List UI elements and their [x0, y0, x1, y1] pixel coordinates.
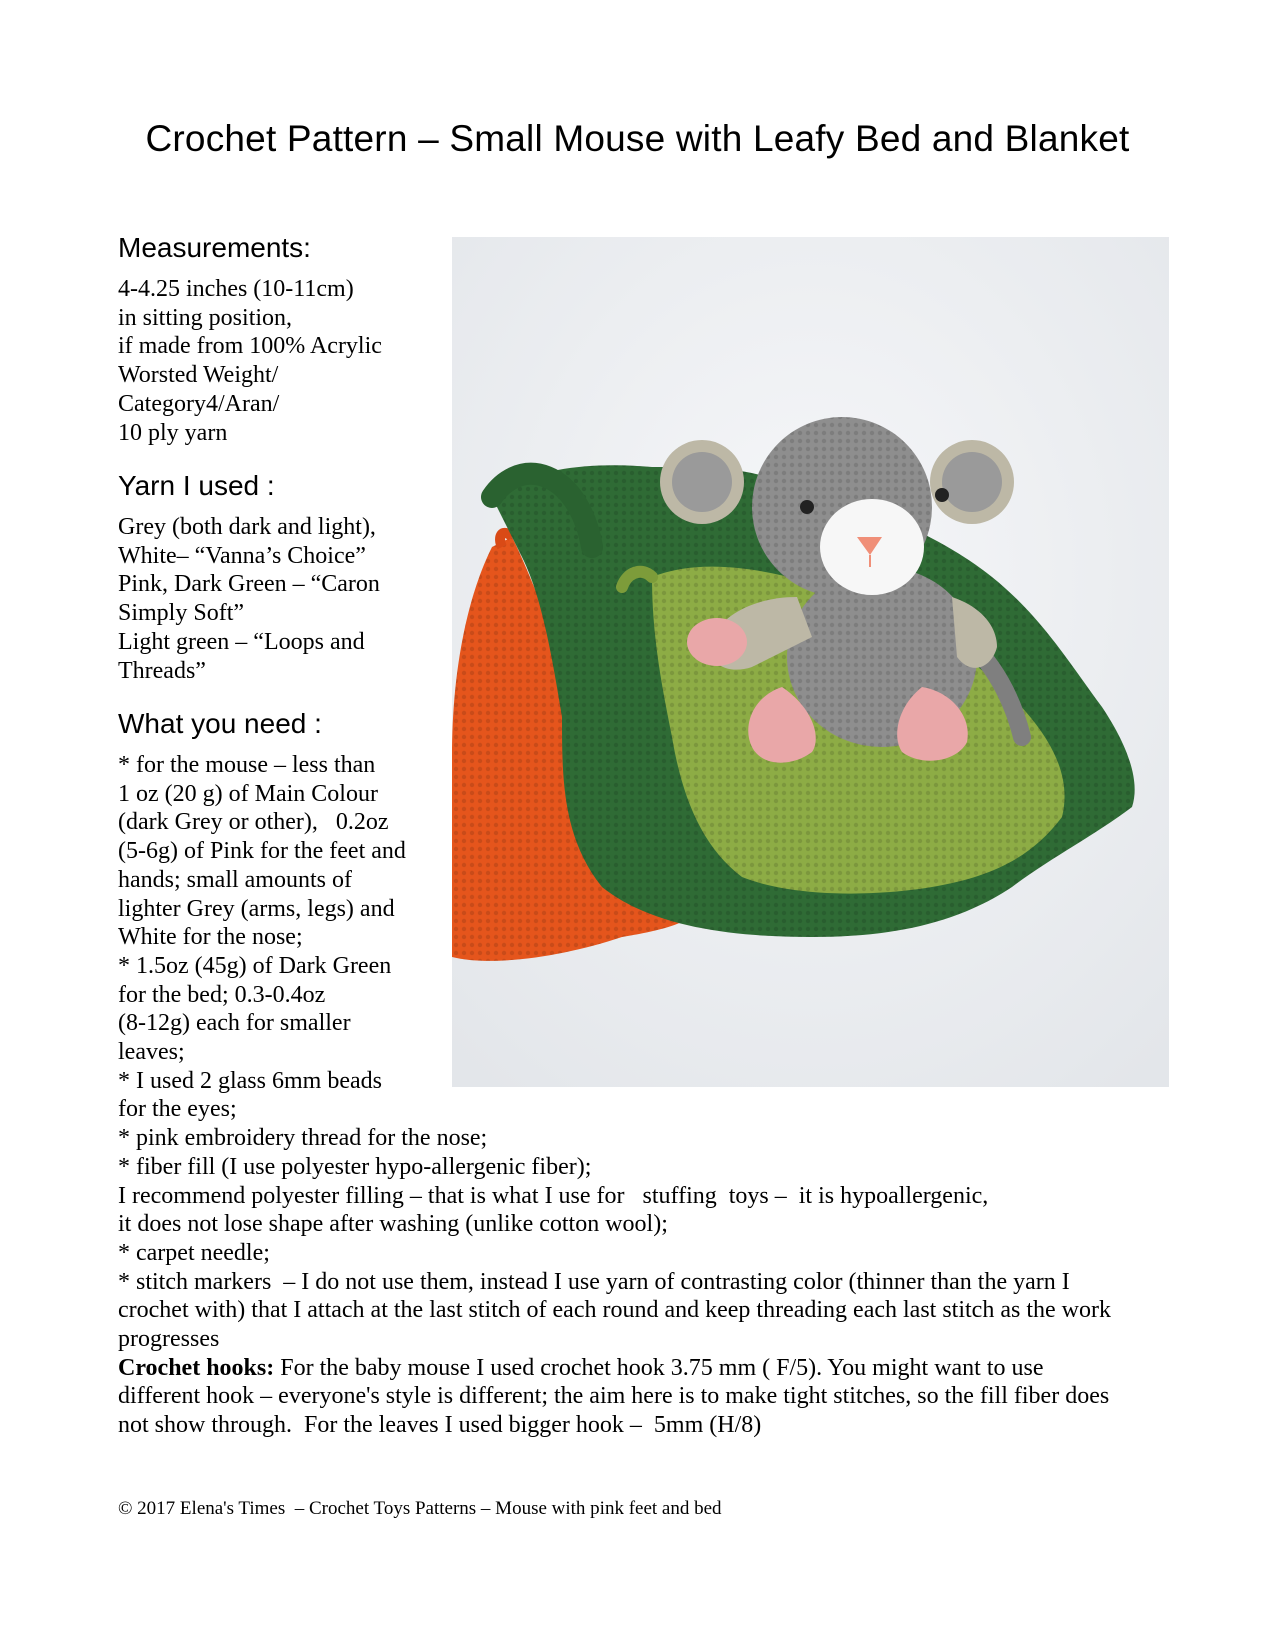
text-line: * I used 2 glass 6mm beads [118, 1067, 382, 1094]
text-line: * fiber fill (I use polyester hypo-allergenic fiber); [118, 1153, 592, 1180]
text-line: * 1.5oz (45g) of Dark Green [118, 952, 392, 979]
hooks-label: Crochet hooks: [118, 1354, 275, 1381]
text-line: * stitch markers – I do not use them, instead I use yarn of contrasting color (thinner than the yarn I [118, 1268, 1070, 1295]
text-line: I recommend polyester filling – that is what I use for stuffing toys – it is hypoallergenic, [118, 1182, 989, 1209]
text-line: not show through. For the leaves I used bigger hook – 5mm (H/8) [118, 1412, 762, 1439]
text-line: progresses [118, 1326, 220, 1353]
text-line: if made from 100% Acrylic [118, 333, 382, 360]
text-line: White– “Vanna’s Choice” [118, 542, 366, 569]
text-line: different hook – everyone's style is different; the aim here is to make tight stitches, so the fill fiber does [118, 1383, 1110, 1410]
page-title: Crochet Pattern – Small Mouse with Leafy Bed and Blanket [145, 118, 1130, 159]
text-line: (5-6g) of Pink for the feet and [118, 838, 406, 865]
page-footer: © 2017 Elena's Times – Crochet Toys Patterns – Mouse with pink feet and bed [118, 1498, 722, 1519]
text-line: Grey (both dark and light), [118, 514, 376, 540]
yarn-heading: Yarn I used : [118, 470, 275, 501]
text-line: lighter Grey (arms, legs) and [118, 895, 395, 922]
measurements-text [118, 275, 382, 447]
text-line: 4-4.25 inches (10-11cm) [118, 276, 354, 302]
text-line: Category4/Aran/ [118, 390, 280, 417]
text-line: in sitting position, [118, 304, 293, 331]
text-line: leaves; [118, 1039, 185, 1066]
text-line: for the bed; 0.3-0.4oz [118, 981, 326, 1008]
text-line: Threads” [118, 657, 206, 684]
mouse-photo [452, 237, 1169, 1087]
text-line: * carpet needle; [118, 1239, 270, 1266]
hooks-line [118, 1354, 1111, 1383]
needs-heading: What you need : [118, 708, 322, 739]
text-line: (dark Grey or other), 0.2oz [118, 809, 389, 836]
mouse-left-hand [687, 618, 747, 666]
hooks-text: For the baby mouse I used crochet hook 3.75 mm ( F/5). You might want to use [274, 1354, 1044, 1381]
text-line: White for the nose; [118, 924, 303, 951]
text-line: 1 oz (20 g) of Main Colour [118, 780, 378, 807]
text-line: Light green – “Loops and [118, 628, 365, 655]
text-line: crochet with) that I attach at the last stitch of each round and keep threading each last stitch as the work [118, 1297, 1111, 1324]
text-line: it does not lose shape after washing (unlike cotton wool); [118, 1211, 668, 1238]
text-line: 10 ply yarn [118, 419, 228, 446]
text-line: Worsted Weight/ [118, 362, 279, 389]
text-line: Simply Soft” [118, 600, 245, 627]
measurements-heading: Measurements: [118, 232, 311, 263]
mouse-right-eye [935, 488, 949, 502]
mouse-left-eye [800, 500, 814, 514]
text-line: for the eyes; [118, 1096, 237, 1123]
text-line: hands; small amounts of [118, 866, 352, 893]
yarn-text [118, 513, 380, 685]
text-line: * for the mouse – less than [118, 752, 376, 778]
text-line: Pink, Dark Green – “Caron [118, 571, 380, 598]
text-line: (8-12g) each for smaller [118, 1010, 351, 1037]
text-line: * pink embroidery thread for the nose; [118, 1125, 488, 1152]
